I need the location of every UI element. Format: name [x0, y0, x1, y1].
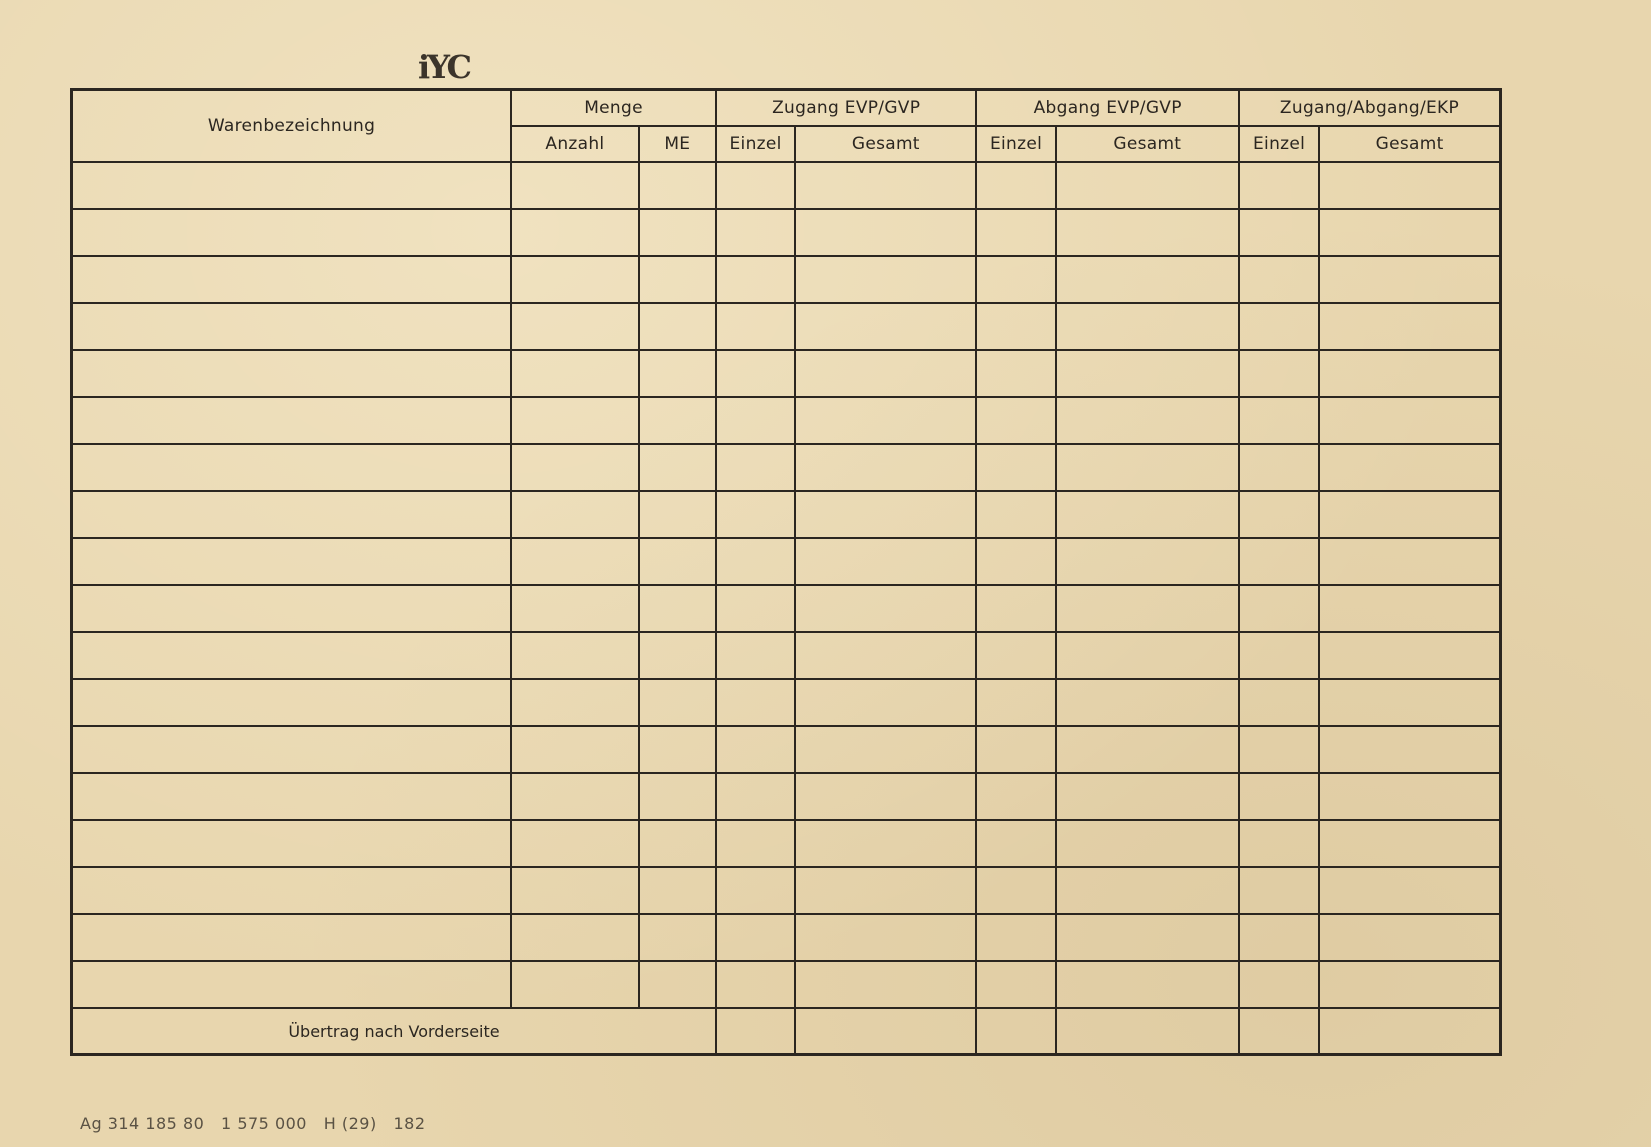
abgang-einzel-cell[interactable] — [976, 303, 1055, 350]
zugang-gesamt-cell[interactable] — [795, 397, 976, 444]
ware-cell[interactable] — [72, 867, 512, 914]
ledger-row — [72, 491, 1501, 538]
ekp-einzel-cell[interactable] — [1239, 538, 1319, 585]
abgang-einzel-cell[interactable] — [976, 350, 1055, 397]
ekp-einzel-cell[interactable] — [1239, 444, 1319, 491]
ekp-einzel-cell[interactable] — [1239, 773, 1319, 820]
anzahl-cell[interactable] — [511, 397, 639, 444]
header-ekp-gesamt: Gesamt — [1319, 126, 1500, 162]
anzahl-cell[interactable] — [511, 914, 639, 961]
ekp-gesamt-cell[interactable] — [1319, 397, 1500, 444]
ledger-row — [72, 914, 1501, 961]
publisher-logo: iYC — [418, 48, 469, 86]
anzahl-cell[interactable] — [511, 491, 639, 538]
ledger-row — [72, 444, 1501, 491]
anzahl-cell[interactable] — [511, 679, 639, 726]
carry-zugang-einzel-cell[interactable] — [716, 1008, 795, 1055]
ledger-row — [72, 350, 1501, 397]
me-cell[interactable] — [639, 773, 716, 820]
zugang-einzel-cell[interactable] — [716, 867, 795, 914]
ware-cell[interactable] — [72, 585, 512, 632]
me-cell[interactable] — [639, 914, 716, 961]
ware-cell[interactable] — [72, 820, 512, 867]
ware-cell[interactable] — [72, 444, 512, 491]
ledger-row — [72, 632, 1501, 679]
ekp-gesamt-cell[interactable] — [1319, 773, 1500, 820]
zugang-einzel-cell[interactable] — [716, 820, 795, 867]
ekp-gesamt-cell[interactable] — [1319, 820, 1500, 867]
ekp-einzel-cell[interactable] — [1239, 491, 1319, 538]
header-anzahl: Anzahl — [511, 126, 639, 162]
ledger-row — [72, 585, 1501, 632]
abgang-einzel-cell[interactable] — [976, 679, 1055, 726]
ekp-einzel-cell[interactable] — [1239, 961, 1319, 1008]
ledger-row — [72, 162, 1501, 209]
abgang-gesamt-cell[interactable] — [1056, 256, 1239, 303]
carry-over-row — [72, 1008, 1501, 1055]
carry-over-label: Übertrag nach Vorderseite — [72, 1008, 716, 1055]
me-cell[interactable] — [639, 538, 716, 585]
ekp-gesamt-cell[interactable] — [1319, 303, 1500, 350]
ledger-body — [72, 162, 1501, 1008]
zugang-einzel-cell[interactable] — [716, 162, 795, 209]
ekp-gesamt-cell[interactable] — [1319, 209, 1500, 256]
abgang-gesamt-cell[interactable] — [1056, 397, 1239, 444]
zugang-einzel-cell[interactable] — [716, 679, 795, 726]
abgang-einzel-cell[interactable] — [976, 820, 1055, 867]
ware-cell[interactable] — [72, 632, 512, 679]
zugang-gesamt-cell[interactable] — [795, 538, 976, 585]
ware-cell[interactable] — [72, 914, 512, 961]
zugang-gesamt-cell[interactable] — [795, 914, 976, 961]
abgang-einzel-cell[interactable] — [976, 773, 1055, 820]
ledger-row — [72, 679, 1501, 726]
zugang-gesamt-cell[interactable] — [795, 585, 976, 632]
ware-cell[interactable] — [72, 209, 512, 256]
header-abgang-einzel: Einzel — [976, 126, 1055, 162]
ekp-gesamt-cell[interactable] — [1319, 726, 1500, 773]
ekp-einzel-cell[interactable] — [1239, 350, 1319, 397]
anzahl-cell[interactable] — [511, 585, 639, 632]
abgang-gesamt-cell[interactable] — [1056, 303, 1239, 350]
ledger-row — [72, 820, 1501, 867]
ekp-einzel-cell[interactable] — [1239, 162, 1319, 209]
zugang-einzel-cell[interactable] — [716, 961, 795, 1008]
carry-zugang-gesamt-cell[interactable] — [795, 1008, 976, 1055]
zugang-gesamt-cell[interactable] — [795, 303, 976, 350]
ekp-gesamt-cell[interactable] — [1319, 444, 1500, 491]
ledger-row — [72, 867, 1501, 914]
header-zugang-einzel: Einzel — [716, 126, 795, 162]
me-cell[interactable] — [639, 444, 716, 491]
ekp-einzel-cell[interactable] — [1239, 726, 1319, 773]
me-cell[interactable] — [639, 162, 716, 209]
anzahl-cell[interactable] — [511, 632, 639, 679]
anzahl-cell[interactable] — [511, 961, 639, 1008]
header-zugang-gesamt: Gesamt — [795, 126, 976, 162]
ekp-gesamt-cell[interactable] — [1319, 867, 1500, 914]
ware-cell[interactable] — [72, 538, 512, 585]
ware-cell[interactable] — [72, 726, 512, 773]
ekp-gesamt-cell[interactable] — [1319, 961, 1500, 1008]
anzahl-cell[interactable] — [511, 726, 639, 773]
me-cell[interactable] — [639, 397, 716, 444]
carry-abgang-gesamt-cell[interactable] — [1056, 1008, 1239, 1055]
abgang-gesamt-cell[interactable] — [1056, 632, 1239, 679]
ekp-gesamt-cell[interactable] — [1319, 256, 1500, 303]
ware-cell[interactable] — [72, 162, 512, 209]
abgang-einzel-cell[interactable] — [976, 256, 1055, 303]
carry-abgang-einzel-cell[interactable] — [976, 1008, 1055, 1055]
zugang-einzel-cell[interactable] — [716, 397, 795, 444]
zugang-einzel-cell[interactable] — [716, 726, 795, 773]
zugang-einzel-cell[interactable] — [716, 491, 795, 538]
me-cell[interactable] — [639, 726, 716, 773]
zugang-einzel-cell[interactable] — [716, 585, 795, 632]
header-row-1 — [72, 90, 1501, 127]
anzahl-cell[interactable] — [511, 867, 639, 914]
ekp-einzel-cell[interactable] — [1239, 820, 1319, 867]
ekp-einzel-cell[interactable] — [1239, 679, 1319, 726]
zugang-gesamt-cell[interactable] — [795, 162, 976, 209]
header-zugang-abgang-ekp: Zugang/Abgang/EKP — [1239, 90, 1501, 127]
header-warenbezeichnung: Warenbezeichnung — [72, 90, 512, 163]
print-code: Ag 314 185 80 1 575 000 H (29) 182 — [80, 1114, 426, 1133]
zugang-gesamt-cell[interactable] — [795, 209, 976, 256]
zugang-einzel-cell[interactable] — [716, 914, 795, 961]
zugang-einzel-cell[interactable] — [716, 444, 795, 491]
zugang-einzel-cell[interactable] — [716, 538, 795, 585]
zugang-gesamt-cell[interactable] — [795, 350, 976, 397]
zugang-gesamt-cell[interactable] — [795, 773, 976, 820]
header-abgang: Abgang EVP/GVP — [976, 90, 1239, 127]
zugang-einzel-cell[interactable] — [716, 256, 795, 303]
carry-ekp-gesamt-cell[interactable] — [1319, 1008, 1500, 1055]
zugang-gesamt-cell[interactable] — [795, 961, 976, 1008]
ledger-row — [72, 303, 1501, 350]
ekp-gesamt-cell[interactable] — [1319, 538, 1500, 585]
anzahl-cell[interactable] — [511, 303, 639, 350]
abgang-gesamt-cell[interactable] — [1056, 585, 1239, 632]
anzahl-cell[interactable] — [511, 444, 639, 491]
ekp-gesamt-cell[interactable] — [1319, 914, 1500, 961]
me-cell[interactable] — [639, 491, 716, 538]
header-zugang: Zugang EVP/GVP — [716, 90, 976, 127]
inventory-ledger-table — [70, 88, 1502, 1056]
me-cell[interactable] — [639, 350, 716, 397]
ware-cell[interactable] — [72, 679, 512, 726]
abgang-einzel-cell[interactable] — [976, 397, 1055, 444]
abgang-einzel-cell[interactable] — [976, 444, 1055, 491]
ekp-gesamt-cell[interactable] — [1319, 632, 1500, 679]
zugang-gesamt-cell[interactable] — [795, 491, 976, 538]
ware-cell[interactable] — [72, 256, 512, 303]
abgang-gesamt-cell[interactable] — [1056, 444, 1239, 491]
abgang-einzel-cell[interactable] — [976, 538, 1055, 585]
ekp-einzel-cell[interactable] — [1239, 397, 1319, 444]
ekp-einzel-cell[interactable] — [1239, 303, 1319, 350]
anzahl-cell[interactable] — [511, 162, 639, 209]
header-ekp-einzel: Einzel — [1239, 126, 1319, 162]
me-cell[interactable] — [639, 585, 716, 632]
abgang-einzel-cell[interactable] — [976, 209, 1055, 256]
abgang-gesamt-cell[interactable] — [1056, 914, 1239, 961]
ekp-einzel-cell[interactable] — [1239, 632, 1319, 679]
anzahl-cell[interactable] — [511, 773, 639, 820]
ekp-gesamt-cell[interactable] — [1319, 491, 1500, 538]
zugang-gesamt-cell[interactable] — [795, 820, 976, 867]
ledger-row — [72, 726, 1501, 773]
me-cell[interactable] — [639, 679, 716, 726]
zugang-gesamt-cell[interactable] — [795, 444, 976, 491]
ekp-einzel-cell[interactable] — [1239, 585, 1319, 632]
ekp-einzel-cell[interactable] — [1239, 914, 1319, 961]
header-me: ME — [639, 126, 716, 162]
anzahl-cell[interactable] — [511, 256, 639, 303]
me-cell[interactable] — [639, 209, 716, 256]
me-cell[interactable] — [639, 303, 716, 350]
zugang-einzel-cell[interactable] — [716, 773, 795, 820]
ekp-gesamt-cell[interactable] — [1319, 162, 1500, 209]
abgang-gesamt-cell[interactable] — [1056, 162, 1239, 209]
abgang-einzel-cell[interactable] — [976, 585, 1055, 632]
abgang-einzel-cell[interactable] — [976, 961, 1055, 1008]
abgang-gesamt-cell[interactable] — [1056, 491, 1239, 538]
abgang-einzel-cell[interactable] — [976, 914, 1055, 961]
zugang-gesamt-cell[interactable] — [795, 256, 976, 303]
zugang-gesamt-cell[interactable] — [795, 679, 976, 726]
ledger-row — [72, 773, 1501, 820]
zugang-gesamt-cell[interactable] — [795, 632, 976, 679]
ledger-row — [72, 397, 1501, 444]
ekp-gesamt-cell[interactable] — [1319, 350, 1500, 397]
ledger-row — [72, 538, 1501, 585]
ekp-einzel-cell[interactable] — [1239, 256, 1319, 303]
zugang-einzel-cell[interactable] — [716, 632, 795, 679]
abgang-gesamt-cell[interactable] — [1056, 726, 1239, 773]
ware-cell[interactable] — [72, 350, 512, 397]
abgang-einzel-cell[interactable] — [976, 726, 1055, 773]
zugang-gesamt-cell[interactable] — [795, 726, 976, 773]
zugang-einzel-cell[interactable] — [716, 303, 795, 350]
me-cell[interactable] — [639, 867, 716, 914]
abgang-einzel-cell[interactable] — [976, 867, 1055, 914]
abgang-gesamt-cell[interactable] — [1056, 679, 1239, 726]
zugang-einzel-cell[interactable] — [716, 209, 795, 256]
me-cell[interactable] — [639, 632, 716, 679]
header-menge: Menge — [511, 90, 716, 127]
ledger-row — [72, 209, 1501, 256]
anzahl-cell[interactable] — [511, 820, 639, 867]
ware-cell[interactable] — [72, 491, 512, 538]
zugang-gesamt-cell[interactable] — [795, 867, 976, 914]
abgang-gesamt-cell[interactable] — [1056, 209, 1239, 256]
ware-cell[interactable] — [72, 303, 512, 350]
carry-ekp-einzel-cell[interactable] — [1239, 1008, 1319, 1055]
abgang-gesamt-cell[interactable] — [1056, 773, 1239, 820]
anzahl-cell[interactable] — [511, 209, 639, 256]
abgang-gesamt-cell[interactable] — [1056, 961, 1239, 1008]
ledger-row — [72, 961, 1501, 1008]
header-abgang-gesamt: Gesamt — [1056, 126, 1239, 162]
me-cell[interactable] — [639, 820, 716, 867]
abgang-einzel-cell[interactable] — [976, 162, 1055, 209]
ware-cell[interactable] — [72, 773, 512, 820]
ekp-gesamt-cell[interactable] — [1319, 585, 1500, 632]
abgang-gesamt-cell[interactable] — [1056, 867, 1239, 914]
abgang-gesamt-cell[interactable] — [1056, 820, 1239, 867]
ledger-row — [72, 256, 1501, 303]
ekp-gesamt-cell[interactable] — [1319, 679, 1500, 726]
abgang-einzel-cell[interactable] — [976, 491, 1055, 538]
ekp-einzel-cell[interactable] — [1239, 209, 1319, 256]
abgang-einzel-cell[interactable] — [976, 632, 1055, 679]
abgang-gesamt-cell[interactable] — [1056, 350, 1239, 397]
ekp-einzel-cell[interactable] — [1239, 867, 1319, 914]
me-cell[interactable] — [639, 961, 716, 1008]
ware-cell[interactable] — [72, 397, 512, 444]
abgang-gesamt-cell[interactable] — [1056, 538, 1239, 585]
me-cell[interactable] — [639, 256, 716, 303]
anzahl-cell[interactable] — [511, 350, 639, 397]
ware-cell[interactable] — [72, 961, 512, 1008]
anzahl-cell[interactable] — [511, 538, 639, 585]
zugang-einzel-cell[interactable] — [716, 350, 795, 397]
